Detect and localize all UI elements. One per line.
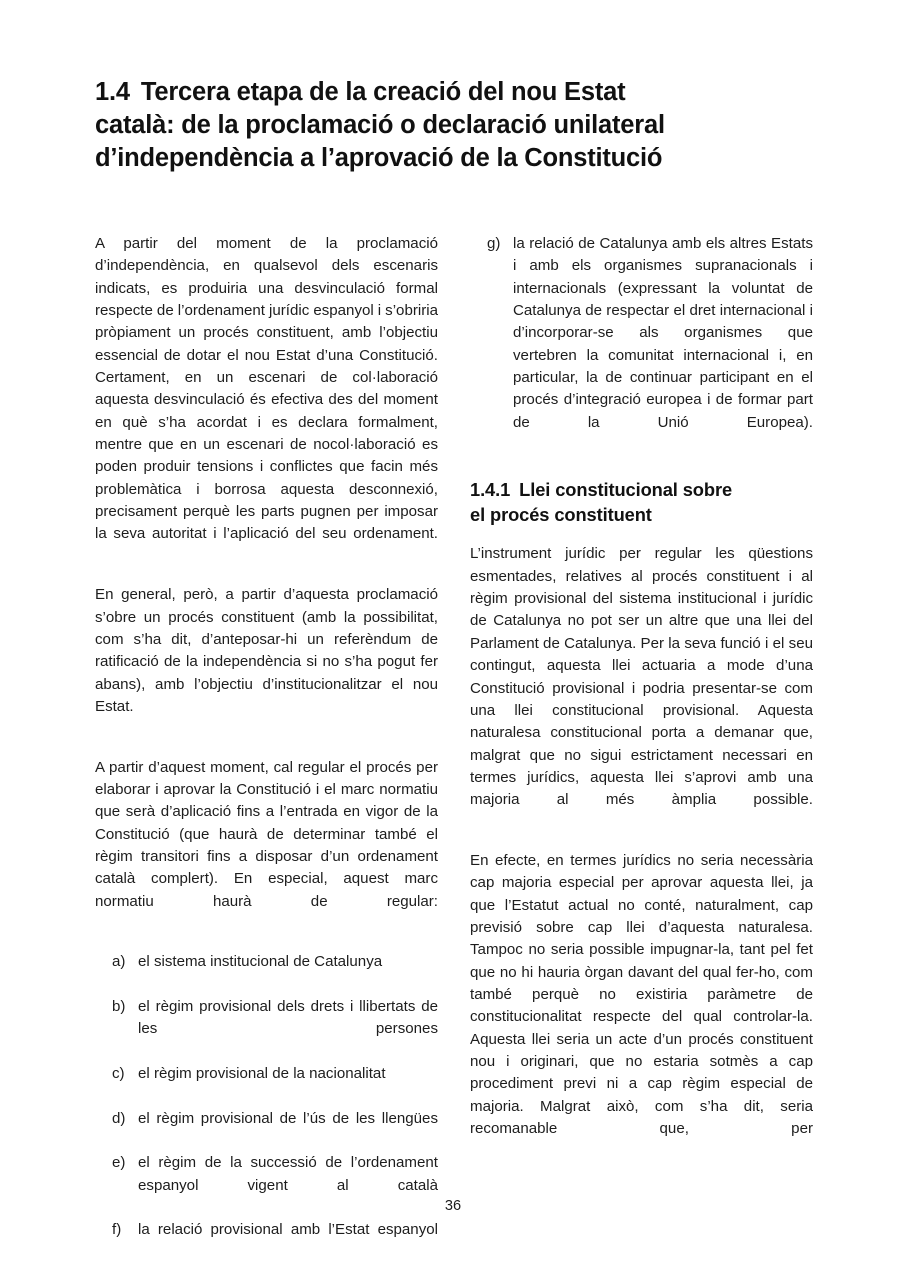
section-heading-block — [95, 76, 815, 175]
paragraph: L’instrument jurídic per regular les qüestions esmentades, relatives al procés constituent i al règim provisional del sistema institucional i jurídic de Catalunya no pot ser un altre que una llei del Parlament de Catalunya. Per la seva funció i el seu contingut, aquesta llei actuaria a mode d’una Constitució provisional i podria presentar-se com una llei constitucional provisional. Aquesta naturalesa constitucional porta a demanar que, malgrat que no sigui estrictament necessari en termes jurídics, aquesta llei s’aprovi amb una majoria al més àmplia possible. — [470, 545, 813, 809]
list-item-label: la relació de Catalunya amb els altres Estats i amb els organismes supranacionals i internacionals (expressant la voluntat de Catalunya de respectar el dret internacional i d’incorporar-se als organismes que vertebren la comunitat internacional i, en particular, la de continuar participant en el procés d’integració europea i de formar part de la Unió Europea). — [513, 235, 813, 431]
page-title — [95, 76, 815, 175]
paragraph: A partir del moment de la proclamació d’independència, en qualsevol dels escenaris indicats, es produiria una desvinculació formal respecte de l’ordenament jurídic espanyol i s’obriria pròpiament un procés constituent, amb l’objectiu essencial de dotar el nou Estat d’una Constitució. Certament, en un escenari de col·laboració aquesta desvinculació és efectiva des del moment en què s’ha acordat i es declara formalment, mentre que en un escenari de nocol·laboració es poden produir tensions i conflictes que facin més problemàtica i borrosa aquesta desconnexió, precisament perquè les parts pugnen per imposar la seva autoritat i l’aplicació del seu ordenament. — [95, 235, 438, 543]
list-item — [95, 951, 438, 996]
section-title-line-3: d’independència a l’aprovació de la Constitució — [95, 144, 663, 172]
list-item-marker: c) — [112, 1065, 125, 1083]
list-item-label: el règim provisional dels drets i llibertats de les persones — [138, 998, 438, 1038]
subsection-title-line-1: Llei constitucional sobre — [519, 479, 733, 501]
paragraph: En efecte, en termes jurídics no seria necessària cap majoria especial per aprovar aquesta llei, ja que l’Estatut actual no conté, naturalment, cap previsió sobre cap llei d’aquesta naturalesa. Tampoc no seria possible impugnar-la, tant pel fet que no hi hauria òrgan davant del qual fer-ho, com també perquè no existiria paràmetre de constitucionalitat respecte del qual controlar-la. Aquesta llei seria un acte d’un procés constituent nou i originari, que no estaria sotmès a cap procediment previ ni a cap règim especial de majoria. Malgrat això, com s’ha dit, seria recomanable que, per — [470, 851, 813, 1138]
list-item — [95, 996, 438, 1063]
section-number: 1.4 — [95, 78, 130, 106]
subsection-title-line-2: el procés constituent — [470, 503, 652, 525]
list-item-marker: g) — [487, 235, 501, 252]
list-item-marker: f) — [112, 1221, 122, 1239]
paragraph: En general, però, a partir d’aquesta proclamació s’obre un procés constituent (amb la possibilitat, com s’ha dit, d’anteposar-hi un referèndum de ratificació de la independència si no s’ha pogut fer abans), amb l’objectiu d’institucionalitzar el nou Estat. — [95, 586, 438, 715]
right-column — [470, 233, 813, 1173]
list-item — [95, 1108, 438, 1153]
list-item — [95, 1063, 438, 1108]
list-item-label: el règim de la successió de l’ordenament espanyol vigent al català — [138, 1154, 438, 1194]
left-column — [95, 233, 438, 1239]
list-item-label: la relació provisional amb l’Estat espanyol — [138, 1221, 438, 1239]
section-title-line-2: català: de la proclamació o declaració unilateral — [95, 111, 665, 139]
list-item-marker: a) — [112, 953, 126, 971]
list-item-marker: b) — [112, 998, 126, 1015]
subsection-number: 1.4.1 — [470, 479, 511, 501]
list-item-label: el règim provisional de l’ús de les llengües — [138, 1109, 438, 1127]
lettered-list — [95, 951, 438, 1264]
list-item — [95, 1219, 438, 1264]
paragraph: A partir d’aquest moment, cal regular el procés per elaborar i aprovar la Constitució i el marc normatiu que serà d’aplicació fins a l’entrada en vigor de la Constitució (que haurà de determinar també el règim transitori fins a disposar d’un ordenament català complert). En especial, aquest marc normatiu haurà de regular: — [95, 758, 438, 910]
list-item-label: el sistema institucional de Catalunya — [138, 953, 383, 971]
subsection-title — [470, 478, 813, 527]
section-title-line-1: Tercera etapa de la creació del nou Estat — [140, 78, 626, 106]
lettered-list-continued — [470, 233, 813, 456]
list-item-label: el règim provisional de la nacionalitat — [138, 1065, 386, 1083]
page-number: 36 — [444, 1198, 462, 1214]
list-item-marker: e) — [112, 1154, 126, 1172]
list-item-marker: d) — [112, 1109, 126, 1127]
list-item — [470, 233, 813, 456]
